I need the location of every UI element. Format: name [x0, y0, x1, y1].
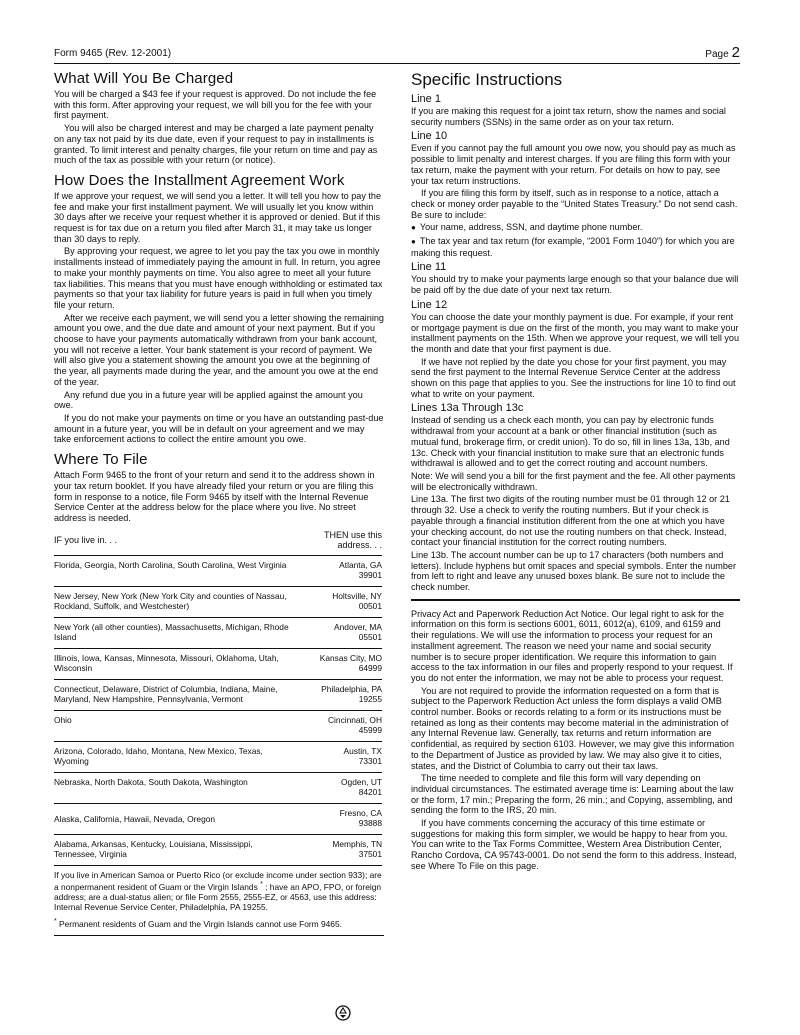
form-label: Form 9465 (Rev. 12-2001) — [54, 48, 172, 59]
states-cell: New York (all other counties), Massachusetts, Michigan, Rhode Island — [54, 617, 292, 648]
line1-paragraph: If you are making this request for a joint tax return, show the names and social security numbers (SSNs) in the same order as on your tax return. — [411, 106, 726, 127]
states-cell: Illinois, Iowa, Kansas, Minnesota, Missouri, Oklahoma, Utah, Wisconsin — [54, 648, 292, 679]
line13a-paragraph: Line 13a. The first two digits of the routing number must be 01 through 12 or 21 through 32. Use a check to verify the routing numbers. But if your check is payable through a financial institution different from the one at which you have your checking account, do not use the routing numbers on that check. Instead, contact your financial institution for the correct routing numbers. — [411, 494, 730, 548]
states-cell: Florida, Georgia, North Carolina, South Carolina, West Virginia — [54, 555, 292, 586]
line10-heading: Line 10 — [411, 130, 448, 143]
line12-paragraph-2: If we have not replied by the date you chose for your first payment, you may send the first payment to the Internal Revenue Service Center at the address shown on this page that applies to you. See the instructions for line 10 to find out what to write on your payment. — [411, 356, 736, 399]
address-cell — [292, 617, 382, 648]
zip: 45999 — [358, 724, 382, 735]
zip: 93888 — [358, 817, 382, 828]
charged-heading: What Will You Be Charged — [54, 70, 234, 87]
zip: 73301 — [358, 755, 382, 766]
line13-paragraph-1: Instead of sending us a check each month, you can pay by electronic funds withdrawal from your account at a bank or other financial institution (such as mutual fund, brokerage firm, or credit union). To do so, fill in lines 13a, 13b, and 13c. Check with your financial institution to make sure that an electronic funds withdrawal is allowed and to get the correct routing and account numbers. — [411, 415, 730, 469]
table-row — [54, 586, 382, 617]
address-cell — [292, 648, 382, 679]
city: Austin, TX — [343, 745, 382, 756]
line10-bullet-1: ● Your name, address, SSN, and daytime phone number. — [411, 222, 740, 234]
page-header — [54, 44, 740, 66]
line11-heading: Line 11 — [411, 261, 447, 274]
states-cell: Ohio — [54, 710, 292, 741]
states-cell: Nebraska, North Dakota, South Dakota, Washington — [54, 772, 292, 803]
address-cell — [292, 586, 382, 617]
table-row — [54, 803, 382, 834]
line13-note: Note: We will send you a bill for the first payment and the fee. All other payments will be electronically withdrawn. — [411, 470, 736, 492]
line12-heading: Line 12 — [411, 298, 448, 311]
where-heading: Where To File — [54, 451, 148, 469]
works-heading: How Does the Installment Agreement Work — [54, 171, 345, 189]
works-paragraph-3: After we receive each payment, we will send you a letter showing the remaining amount you owe, and the due date and amount of your next payment. But if you choose to have your payments automatically withdrawn from your bank account, you will not receive a letter. Your bank statement is your record of payment. We will also give you a statement showing the amount you owe at the beginning of the year, all payments made during the year, and the amount you owe at the end of the year. — [54, 312, 384, 387]
table-row — [54, 772, 382, 803]
zip: 84201 — [358, 786, 382, 797]
privacy-paragraph-3: The time needed to complete and file this form will vary depending on individual circumstances. The estimated average time is: Learning about the law or the form, 17 min.; Preparing the form, 26 min.; and Copying, assembling, and sending the form to the IRS, 20 min. — [411, 773, 734, 816]
recycle-icon — [335, 1005, 351, 1021]
works-paragraph-5: If you do not make your payments on time or you have an outstanding past-due amount in a future year, you will be in default on your agreement and we may take enforcement actions to collect the entire amount you owe. — [54, 412, 384, 445]
privacy-paragraph-2: You are not required to provide the information requested on a form that is subject to the Paperwork Reduction Act unless the form displays a valid OMB control number. Books or records relating to a form or its instructions must be retained as long as their contents may become material in the administration of any Internal Revenue law. Generally, tax returns and return information are confidential, as required by section 6103. However, we may give this information to the Department of Justice as provided by law. We may also give it to cities, states, and the District of Columbia to carry out their tax laws. — [411, 685, 734, 771]
address-cell — [292, 710, 382, 741]
guam-note — [54, 917, 384, 936]
works-paragraph-1: If we approve your request, we will send you a letter. It will tell you how to pay the fee and make your first installment payment. We will usually let you know within 30 days after we receive your request whether it is approved or denied. But if this request is for tax due on a return you filed after March 31, it may take us longer than 30 days to reply. — [54, 190, 382, 244]
page-indicator — [705, 44, 740, 61]
zip: 64999 — [358, 662, 382, 673]
line11-paragraph: You should try to make your payments large enough so that your balance due will be paid off by the due date of your next tax return. — [411, 274, 739, 296]
zip: 19255 — [358, 693, 382, 704]
zip: 05501 — [358, 631, 382, 642]
city: Kansas City, MO — [319, 652, 382, 663]
address-cell — [292, 741, 382, 772]
privacy-paragraph-1: Privacy Act and Paperwork Reduction Act Notice. Our legal right to ask for the information on this form is sections 6001, 6011, 6012(a), 6109, and 6159 and their regulations. We will use the information to process your request for an installment agreement. The reason we need your name and social security number is to secure proper identification. We require this information to gain access to the tax information in our files and properly respond to your request. If you do not enter the information, we may not be able to process your request. — [411, 608, 733, 683]
privacy-paragraph-4: If you have comments concerning the accuracy of this time estimate or suggestions for making this form simpler, we would be happy to hear from you. You can write to the Tax Forms Committee, Western Area Distribution Center, Rancho Cordova, CA 95743-0001. Do not send the form to this address. Instead, see Where To File on this page. — [411, 818, 737, 871]
where-paragraph: Attach Form 9465 to the front of your return and send it to the address shown in your tax return booklet. If you have already filed your return or you are filing this form in response to a notice, file Form 9465 by itself with the Internal Revenue Service Center at the address below for the place where you live. No street address is needed. — [54, 470, 375, 523]
states-cell: Connecticut, Delaware, District of Columbia, Indiana, Maine, Maryland, New Hampshire, Pennsylvania, Vermont — [54, 679, 292, 710]
table-row — [54, 679, 382, 710]
zip: 39901 — [358, 569, 382, 580]
charged-paragraph-1: You will be charged a $43 fee if your request is approved. Do not include the fee with this form. After approving your request, we will bill you for the fee with your first payment. — [54, 89, 377, 121]
table-row — [54, 555, 382, 586]
foreign-note-text-b: ; have an APO, FPO, or foreign address; are a dual-status alien; or file Form 2555, 2555-EZ, or 4563, use this address: Internal Revenue Service Center, Philadelphia, PA 19255. — [54, 881, 382, 913]
guam-note-text: Permanent residents of Guam and the Virgin Islands cannot use Form 9465. — [59, 919, 342, 930]
line13-heading: Lines 13a Through 13c — [411, 402, 524, 415]
table-row — [54, 834, 382, 865]
city: Atlanta, GA — [339, 559, 382, 570]
city: Philadelphia, PA — [321, 683, 382, 694]
address-cell — [292, 834, 382, 865]
city: Ogden, UT — [341, 776, 382, 787]
city: Holtsville, NY — [332, 590, 382, 601]
address-cell — [292, 555, 382, 586]
line10-paragraph-1: Even if you cannot pay the full amount you owe now, you should pay as much as possible to limit penalty and interest charges. If you are filing this form with your tax return, make the payment with your return. For details on how to pay, see your tax return instructions. — [411, 143, 736, 186]
asterisk-mark: * — [54, 918, 57, 926]
header-rule — [54, 63, 740, 64]
states-cell: New Jersey, New York (New York City and counties of Nassau, Rockland, Suffolk, and Westchester) — [54, 586, 292, 617]
city: Cincinnati, OH — [328, 714, 382, 725]
privacy-divider — [411, 599, 740, 601]
line13b-paragraph: Line 13b. The account number can be up to 17 characters (both numbers and letters). Include hyphens but omit spaces and special symbols. Enter the number from left to right and leave any unused boxes blank. Be sure not to include the check number. — [411, 549, 737, 593]
line10-paragraph-2: If you are filing this form by itself, such as in response to a notice, attach a check or money order payable to the “United States Treasury.” Do not send cash. Be sure to include: — [411, 188, 738, 220]
right-column — [411, 70, 740, 874]
states-cell: Alabama, Arkansas, Kentucky, Louisiana, Mississippi, Tennessee, Virginia — [54, 834, 292, 865]
line1-heading: Line 1 — [411, 93, 441, 105]
table-row — [54, 741, 382, 772]
table-row — [54, 710, 382, 741]
table-row — [54, 648, 382, 679]
city: Andover, MA — [334, 621, 382, 632]
asterisk-mark: * — [260, 880, 263, 888]
charged-paragraph-2: You will also be charged interest and may be charged a late payment penalty on any tax not paid by its due date, even if your request to pay in installments is granted. To limit interest and penalty charges, file your return on time and pay as much of the tax as possible with your return (or notice). — [54, 123, 378, 166]
city: Memphis, TN — [332, 838, 382, 849]
works-paragraph-4: Any refund due you in a future year will be applied against the amount you owe. — [54, 389, 363, 411]
city: Fresno, CA — [339, 807, 382, 818]
states-cell: Arizona, Colorado, Idaho, Montana, New Mexico, Texas, Wyoming — [54, 741, 292, 772]
zip: 37501 — [358, 848, 382, 859]
address-cell — [292, 679, 382, 710]
line10-bullet-2: ● The tax year and tax return (for example, “2001 Form 1040”) for which you are making this request. — [411, 236, 740, 258]
foreign-address-note — [54, 870, 384, 913]
states-cell: Alaska, California, Hawaii, Nevada, Oregon — [54, 803, 292, 834]
line12-paragraph-1: You can choose the date your monthly payment is due. For example, if your rent or mortgage payment is due on the first of the month, you may want to make your installment payments on the 15th. When we approve your request, we will tell you the month and date that your first payment is due. — [411, 311, 740, 354]
works-paragraph-2: By approving your request, we agree to let you pay the tax you owe in monthly installments instead of immediately paying the amount in full. In return, you agree to make your monthly payments on time. You also agree to meet all your future tax liabilities. This means that you must have enough withholding or estimated tax payments so that your tax liability for future years is paid in full when you timely file your return. — [54, 246, 383, 310]
table-row — [54, 617, 382, 648]
page-number: 2 — [731, 44, 740, 61]
address-table — [54, 528, 382, 866]
col-use-header: THEN use this address. . . — [292, 528, 382, 556]
left-column — [54, 70, 384, 936]
zip: 00501 — [358, 600, 382, 611]
page-label: Page — [705, 49, 729, 60]
col-live-header: IF you live in. . . — [54, 528, 292, 556]
address-cell — [292, 772, 382, 803]
specific-heading: Specific Instructions — [411, 70, 563, 89]
foreign-note-text-a: If you live in American Samoa or Puerto Rico (or exclude income under section 933); are a nonpermanent resident of Guam or the Virgin Islands — [54, 869, 382, 892]
address-cell — [292, 803, 382, 834]
